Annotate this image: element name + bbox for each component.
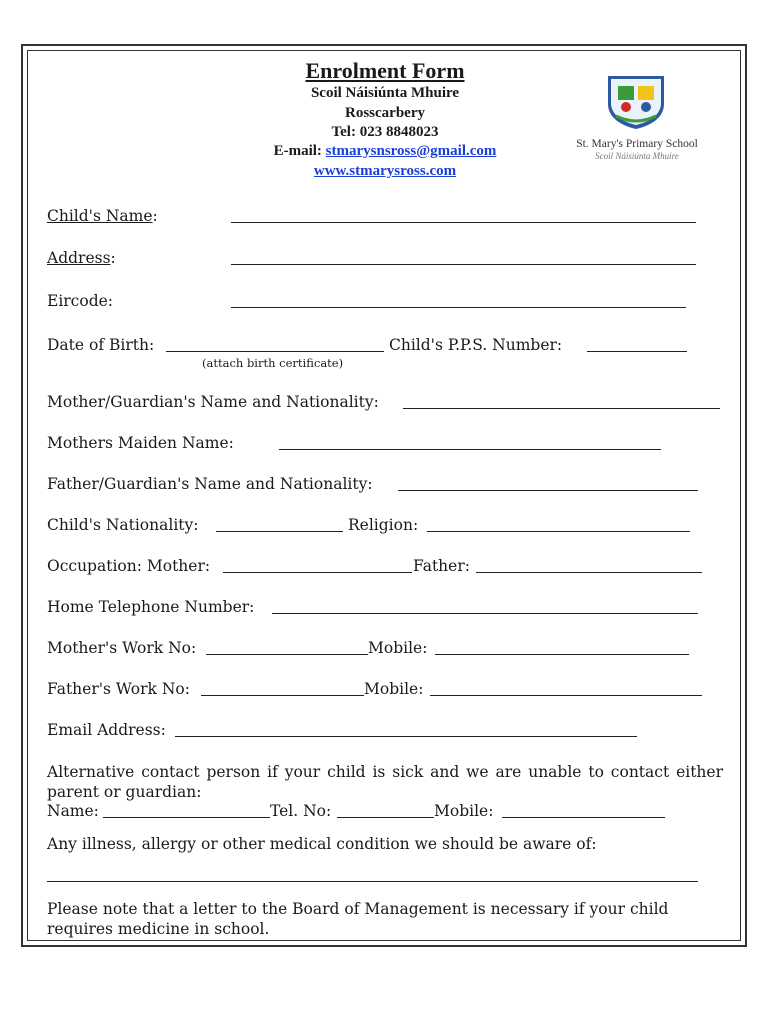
nationality-label: Child's Nationality: (47, 516, 199, 534)
logo-school-irish: Scoil Náisiúnta Mhuire (595, 151, 679, 161)
occupation-mother-field[interactable] (223, 572, 412, 573)
religion-field[interactable] (427, 531, 690, 532)
father-name-label: Father/Guardian's Name and Nationality: (47, 475, 373, 493)
alt-mobile-label: Mobile: (434, 802, 494, 820)
illness-label: Any illness, allergy or other medical condition we should be aware of: (47, 835, 597, 853)
form-title: Enrolment Form (305, 58, 465, 83)
alt-name-field[interactable] (103, 817, 270, 818)
email-link[interactable]: stmarysnsross@gmail.com (325, 143, 497, 159)
mother-work-label: Mother's Work No: (47, 639, 197, 657)
pps-label: Child's P.P.S. Number: (389, 336, 563, 354)
pps-field[interactable] (587, 351, 687, 352)
alt-name-label: Name: (47, 802, 99, 820)
occupation-father-field[interactable] (476, 572, 702, 573)
dob-note: (attach birth certificate) (202, 356, 344, 370)
medicine-note: Please note that a letter to the Board of Management is necessary if your child requires medicine in school. (47, 900, 669, 938)
home-phone-label: Home Telephone Number: (47, 598, 255, 616)
occupation-father-label: Father: (413, 557, 470, 575)
alt-mobile-field[interactable] (502, 817, 665, 818)
illness-field[interactable] (47, 881, 698, 882)
child-name-label: Child's Name: (47, 207, 158, 225)
school-crest-logo (604, 74, 668, 130)
school-name: Scoil Náisiúnta Mhuire (310, 85, 460, 101)
nationality-field[interactable] (216, 531, 343, 532)
father-mobile-label: Mobile: (364, 680, 424, 698)
dob-label: Date of Birth: (47, 336, 155, 354)
mother-mobile-field[interactable] (435, 654, 689, 655)
occupation-mother-label: Occupation: Mother: (47, 557, 211, 575)
child-name-field[interactable] (231, 222, 696, 223)
alt-tel-label: Tel. No: (270, 802, 332, 820)
home-phone-field[interactable] (272, 613, 698, 614)
father-work-field[interactable] (201, 695, 364, 696)
father-work-label: Father's Work No: (47, 680, 190, 698)
eircode-label: Eircode: (47, 292, 114, 310)
website-row (0, 163, 770, 180)
address-label: Address: (47, 249, 116, 267)
father-mobile-field[interactable] (430, 695, 702, 696)
alt-contact-text: Alternative contact person if your child is sick and we are unable to contact either parent or guardian: (47, 763, 723, 801)
school-town: Rosscarbery (345, 105, 425, 121)
maiden-name-field[interactable] (279, 449, 661, 450)
maiden-name-label: Mothers Maiden Name: (47, 434, 234, 452)
mother-name-label: Mother/Guardian's Name and Nationality: (47, 393, 379, 411)
form-inner-border (27, 50, 741, 941)
mother-mobile-label: Mobile: (368, 639, 428, 657)
logo-school-name: St. Mary's Primary School (576, 138, 698, 150)
email-address-field[interactable] (175, 736, 637, 737)
mother-work-field[interactable] (206, 654, 368, 655)
mother-name-field[interactable] (403, 408, 720, 409)
email-address-label: Email Address: (47, 721, 166, 739)
father-name-field[interactable] (398, 490, 698, 491)
address-field[interactable] (231, 264, 696, 265)
eircode-field[interactable] (231, 307, 686, 308)
alt-tel-field[interactable] (337, 817, 434, 818)
school-phone: Tel: 023 8848023 (331, 124, 439, 140)
dob-field[interactable] (166, 351, 384, 352)
website-link[interactable]: www.stmarysross.com (313, 163, 457, 179)
religion-label: Religion: (348, 516, 419, 534)
email-label: E-mail: (273, 143, 326, 159)
